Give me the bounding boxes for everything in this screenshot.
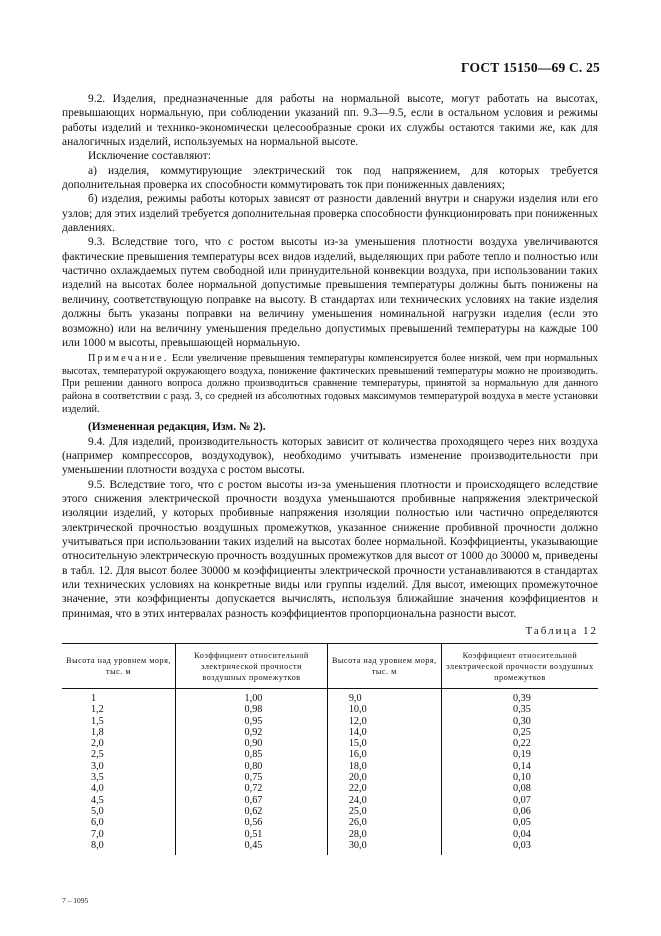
height-cell: 14,0 bbox=[348, 726, 367, 738]
page-header: ГОСТ 15150—69 С. 25 bbox=[461, 60, 600, 75]
coef-cell: 0,25 bbox=[513, 726, 531, 738]
height-cell: 8,0 bbox=[91, 839, 104, 851]
coef-cell: 0,22 bbox=[513, 738, 531, 750]
height-cell: 2,5 bbox=[91, 749, 104, 761]
height-cell: 16,0 bbox=[348, 749, 367, 761]
coef-cell: 0,35 bbox=[513, 704, 531, 716]
coef-cell: 1,00 bbox=[244, 692, 263, 704]
height-cell: 2,0 bbox=[91, 738, 104, 750]
coef-cell: 0,06 bbox=[513, 805, 531, 817]
header-height-right: Высота над уровнем моря, тыс. м bbox=[327, 643, 441, 688]
coef-cell: 0,90 bbox=[244, 738, 263, 750]
left-coefs-column bbox=[176, 688, 328, 855]
left-heights-column bbox=[62, 688, 176, 855]
coef-cell: 0,51 bbox=[244, 828, 263, 840]
paragraph-9-5: 9.5. Вследствие того, что с ростом высоты из-за уменьшения плотности и происходящего вследствие этого снижения электрической прочности воздуха уменьшаются пробивные напряжения электрической изоляции изделий, у которых пробивные напряжения изоляции полностью или частично определяются электрической прочностью воздушных промежутков, указанное снижение пробивной прочности должно учитываться при использовании таких изделий на высотах более нормальной. Коэффициенты, указывающие относительную электрическую прочность воздушных промежутков для высот от 1000 до 30000 м, приведены в табл. 12. Для высот более 30000 м коэффициенты электрической прочности устанавливаются в стандартах или технических условиях на конкретные виды или группы изделий. Для высот, имеющих промежуточное значение, эти коэффициенты допускается вычислять, используя ближайшие значения коэффициентов и принимая, что в этих интервалах разность коэффициентов пропорциональна разности высот. bbox=[62, 478, 598, 620]
height-cell: 7,0 bbox=[91, 828, 104, 840]
height-cell: 28,0 bbox=[348, 828, 367, 840]
height-cell: 20,0 bbox=[348, 772, 367, 784]
paragraph-9-3: 9.3. Вследствие того, что с ростом высоты из-за уменьшения плотности воздуха увеличиваются фактические превышения температуры всех видов изделий, выделяющих при работе тепло и полностью или частично охлаждаемых путем свободной или принудительной конвекции воздуха, при использовании таких изделий на высотах более нормальной допустимые превышения температуры должны быть понижены на величину, соответствующую поправке на высоту. В стандартах или технических условиях на такие изделия должны быть указаны поправки на величину уменьшения номинальной нагрузки изделия (если это возможно) или на величину уменьшения предельно допустимых превышений температуры на каждые 100 или 1000 м высоты, превышающей нормальную. bbox=[62, 236, 598, 349]
note bbox=[62, 353, 598, 416]
height-cell: 5,0 bbox=[91, 805, 104, 817]
right-heights-column bbox=[327, 688, 441, 855]
height-cell: 4,5 bbox=[91, 794, 104, 806]
coef-cell: 0,98 bbox=[244, 704, 263, 716]
right-coefs-column bbox=[441, 688, 598, 855]
coef-cell: 0,39 bbox=[513, 692, 531, 704]
height-cell: 1 bbox=[91, 692, 97, 704]
coef-cell: 0,19 bbox=[513, 749, 531, 761]
coef-cell: 0,72 bbox=[244, 783, 263, 795]
height-cell: 3,0 bbox=[91, 760, 104, 772]
coef-cell: 0,62 bbox=[244, 805, 263, 817]
coef-cell: 0,85 bbox=[244, 749, 263, 761]
height-cell: 30,0 bbox=[348, 839, 367, 851]
height-cell: 24,0 bbox=[348, 794, 367, 806]
exception-heading: Исключение составляют: bbox=[88, 150, 211, 163]
height-cell: 25,0 bbox=[348, 805, 367, 817]
note-text: Если увеличение превышения температуры компенсируется более низкой, чем при нормальных высотах, температурой окружающего воздуха, понижение фактических превышений температуры можно не производить. При решении данного вопроса должно производиться сравнение температуры, принятой за нормальную для данного района в соответствии с разд. 3, со средней из абсолютных годовых максимумов температурой воздуха в месте установки изделий. bbox=[62, 353, 598, 415]
coef-cell: 0,95 bbox=[244, 715, 263, 727]
table-caption: Таблица 12 bbox=[525, 624, 598, 637]
height-cell: 18,0 bbox=[348, 760, 367, 772]
table-body-row bbox=[62, 688, 598, 855]
coef-cell: 0,45 bbox=[244, 839, 263, 851]
coef-cell: 0,05 bbox=[513, 817, 531, 829]
note-label: Примечание. bbox=[88, 353, 169, 365]
coef-cell: 0,14 bbox=[513, 760, 531, 772]
exception-b: б) изделия, режимы работы которых зависят от разности давлений внутри и снаружи изделия или его узлов; для этих изделий требуется дополнительная проверка способности функционировать при пониженных давлениях. bbox=[62, 193, 598, 235]
height-cell: 15,0 bbox=[348, 738, 367, 750]
height-cell: 9,0 bbox=[348, 692, 362, 704]
height-cell: 1,5 bbox=[91, 715, 104, 727]
coef-cell: 0,56 bbox=[244, 817, 263, 829]
coef-cell: 0,04 bbox=[513, 828, 531, 840]
coef-cell: 0,10 bbox=[513, 772, 531, 784]
paragraph-9-2: 9.2. Изделия, предназначенные для работы на нормальной высоте, могут работать на высотах, превышающих нормальную, при соблюдении указаний пп. 9.3—9.5, если в остальном условия и режимы работы изделий и технико-экономически целесообразные сроки их службы остаются такими же, как для аналогичных изделий, используемых на нормальной высоте. bbox=[62, 93, 598, 149]
height-cell: 26,0 bbox=[348, 817, 367, 829]
header-coef-right: Коэффициент относительной электрической прочности воздушных промежутков bbox=[441, 643, 598, 688]
height-cell: 6,0 bbox=[91, 817, 104, 829]
coef-cell: 0,75 bbox=[244, 772, 263, 784]
coef-cell: 0,92 bbox=[244, 726, 263, 738]
coef-cell: 0,67 bbox=[244, 794, 263, 806]
paragraph-9-4: 9.4. Для изделий, производительность которых зависит от количества проходящего через них воздуха (например компрессоров, воздуходувок), необходимо учитывать изменение производительности при уменьшении плотности воздуха с ростом высоты. bbox=[62, 435, 598, 477]
height-cell: 1,2 bbox=[91, 704, 104, 716]
height-cell: 22,0 bbox=[348, 783, 367, 795]
height-cell: 10,0 bbox=[348, 704, 367, 716]
height-cell: 4,0 bbox=[91, 783, 104, 795]
coef-cell: 0,03 bbox=[513, 839, 531, 851]
table-12 bbox=[62, 643, 598, 855]
coef-cell: 0,80 bbox=[244, 760, 263, 772]
height-cell: 1,8 bbox=[91, 726, 104, 738]
table-header-row bbox=[62, 643, 598, 688]
page-footer-code: 7 – 1095 bbox=[62, 896, 89, 905]
page-content bbox=[62, 92, 598, 855]
height-cell: 3,5 bbox=[91, 772, 104, 784]
height-cell: 12,0 bbox=[348, 715, 367, 727]
exception-a: а) изделия, коммутирующие электрический ток под напряжением, для которых требуется дополнительная проверка их способности коммутировать ток при пониженных давлениях; bbox=[62, 164, 598, 192]
coef-cell: 0,07 bbox=[513, 794, 531, 806]
header-coef-left: Коэффициент относительной электрической прочности воздушных промежутков bbox=[176, 643, 328, 688]
amended-edition: (Измененная редакция, Изм. № 2). bbox=[88, 421, 266, 434]
coef-cell: 0,08 bbox=[513, 783, 531, 795]
header-height-left: Высота над уровнем моря, тыс. м bbox=[62, 643, 176, 688]
coef-cell: 0,30 bbox=[513, 715, 531, 727]
